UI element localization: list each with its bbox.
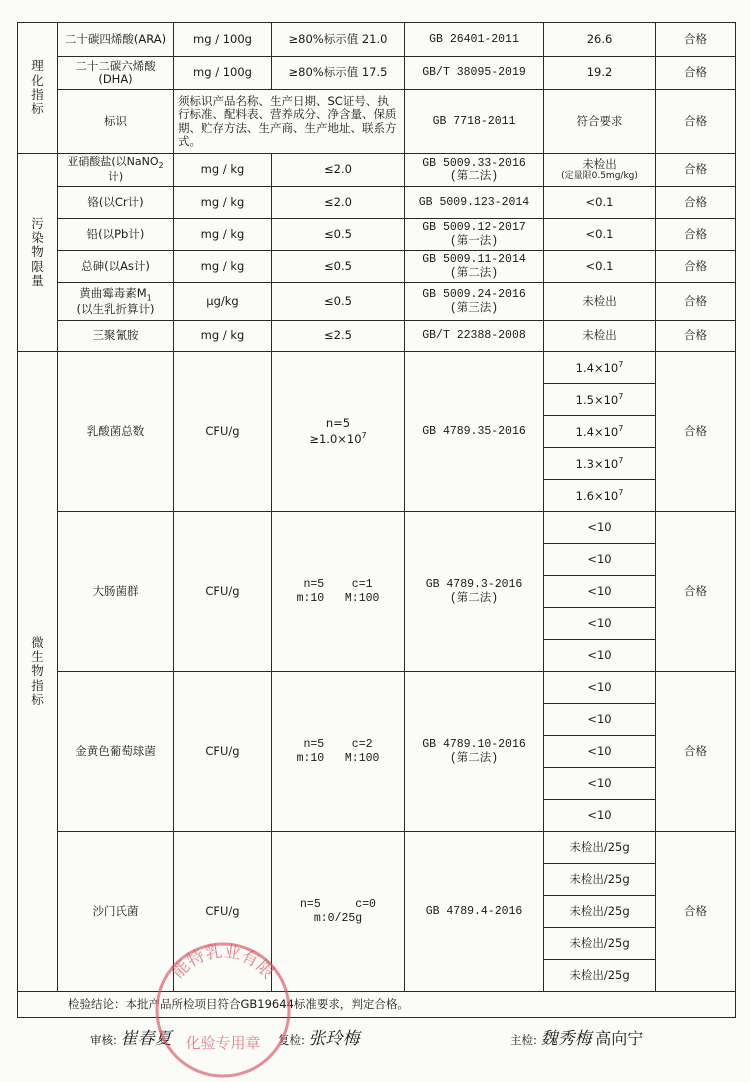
method-cell: GB 5009.12-2017 (第一法) — [405, 219, 544, 251]
method-cell: GB 4789.3-2016 (第二法) — [405, 512, 544, 672]
standard-cell: ≤0.5 — [272, 283, 405, 321]
result-cell: <0.1 — [544, 251, 656, 283]
result-cell: <10 — [544, 672, 656, 704]
method-cell: GB/T 22388-2008 — [405, 321, 544, 352]
judgement-cell: 合格 — [656, 283, 736, 321]
result-cell: 未检出/25g — [544, 960, 656, 992]
result-cell: <10 — [544, 800, 656, 832]
item-melamine: 三聚氰胺 — [58, 321, 174, 352]
judgement-cell: 合格 — [656, 90, 736, 154]
seal-arc-text: 能特乳业有限 — [168, 941, 278, 983]
method-cell: GB 26401-2011 — [405, 23, 544, 57]
judgement-cell: 合格 — [656, 219, 736, 251]
standard-cell: ≤2.5 — [272, 321, 405, 352]
unit-cell: CFU/g — [174, 672, 272, 832]
method-cell: GB 5009.24-2016 (第三法) — [405, 283, 544, 321]
standard-cell: ≤0.5 — [272, 251, 405, 283]
result-cell: 符合要求 — [544, 90, 656, 154]
table-row — [18, 90, 736, 154]
method-cell: GB 4789.4-2016 — [405, 832, 544, 992]
item-as: 总砷(以As计) — [58, 251, 174, 283]
item-staph: 金黄色葡萄球菌 — [58, 672, 174, 832]
table-row — [18, 321, 736, 352]
table-row — [18, 57, 736, 90]
table-row — [18, 832, 736, 864]
method-cell: GB 7718-2011 — [405, 90, 544, 154]
standard-cell: n=5 c=2 m:10 M:100 — [272, 672, 405, 832]
judgement-cell: 合格 — [656, 187, 736, 219]
result-cell: <10 — [544, 640, 656, 672]
item-coliform: 大肠菌群 — [58, 512, 174, 672]
main-tester-name: 高向宁 — [595, 1029, 644, 1048]
item-afm1: 黄曲霉毒素$M_1$ (以生乳折算计) — [58, 283, 174, 321]
judgement-cell: 合格 — [656, 57, 736, 90]
judgement-cell: 合格 — [656, 321, 736, 352]
category-contaminant: 污染物限量 — [18, 154, 58, 352]
category-micro: 微生物指标 — [18, 352, 58, 992]
judgement-cell: 合格 — [656, 352, 736, 512]
result-cell: $1.4\times 10^7$ — [544, 416, 656, 448]
unit-cell: mg / 100g — [174, 23, 272, 57]
standard-cell: ≤2.0 — [272, 154, 405, 187]
item-label: 标识 — [58, 90, 174, 154]
result-cell: $1.4\times 10^7$ — [544, 352, 656, 384]
judgement-cell: 合格 — [656, 832, 736, 992]
category-physchem: 理化指标 — [18, 23, 58, 154]
standard-cell: n=5 c=0 m:0/25g — [272, 832, 405, 992]
method-cell: GB 5009.11-2014 (第二法) — [405, 251, 544, 283]
result-cell: <10 — [544, 768, 656, 800]
main-tester-label: 主检: — [510, 1033, 537, 1047]
item-pb: 铅(以Pb计) — [58, 219, 174, 251]
method-cell: GB 5009.33-2016 (第二法) — [405, 154, 544, 187]
item-salmonella: 沙门氏菌 — [58, 832, 174, 992]
reviewer-signature: 崔春夏 — [120, 1029, 172, 1049]
result-cell: 未检出 (定量限0.5mg/kg) — [544, 154, 656, 187]
judgement-cell: 合格 — [656, 23, 736, 57]
test-conclusion: 检验结论：本批产品所检项目符合GB19644标准要求，判定合格。 — [18, 992, 736, 1018]
method-cell: GB 5009.123-2014 — [405, 187, 544, 219]
standard-cell: n=5 $\ge 1.0\times 10^7$ — [272, 352, 405, 512]
table-row — [18, 251, 736, 283]
table-row — [18, 154, 736, 187]
rechecker-signature: 张玲梅 — [308, 1029, 360, 1049]
item-dha: 二十二碳六烯酸(DHA) — [58, 57, 174, 90]
unit-cell: mg / kg — [174, 321, 272, 352]
unit-cell: CFU/g — [174, 832, 272, 992]
table-row — [18, 219, 736, 251]
result-cell: <0.1 — [544, 219, 656, 251]
result-cell: 未检出 — [544, 321, 656, 352]
table-row — [18, 187, 736, 219]
standard-cell: n=5 c=1 m:10 M:100 — [272, 512, 405, 672]
rechecker-field — [278, 1024, 360, 1049]
unit-cell: CFU/g — [174, 512, 272, 672]
reviewer-label: 审核: — [90, 1033, 117, 1047]
result-cell: <10 — [544, 736, 656, 768]
result-cell: $1.6\times 10^7$ — [544, 480, 656, 512]
unit-cell: CFU/g — [174, 352, 272, 512]
result-cell: 未检出/25g — [544, 832, 656, 864]
main-tester-signature: 魏秀梅 — [540, 1029, 592, 1049]
standard-cell: ≤0.5 — [272, 219, 405, 251]
table-row — [18, 992, 736, 1018]
result-cell: 未检出/25g — [544, 928, 656, 960]
method-cell: GB/T 38095-2019 — [405, 57, 544, 90]
result-cell: 26.6 — [544, 23, 656, 57]
table-row — [18, 672, 736, 704]
result-cell: $1.3\times 10^7$ — [544, 448, 656, 480]
table-row — [18, 23, 736, 57]
item-nitrite: 亚硝酸盐(以NaNO$_2$计) — [58, 154, 174, 187]
method-cell: GB 4789.10-2016 (第二法) — [405, 672, 544, 832]
result-cell: 未检出/25g — [544, 896, 656, 928]
result-cell: <0.1 — [544, 187, 656, 219]
unit-cell: mg / kg — [174, 219, 272, 251]
unit-cell: mg / kg — [174, 154, 272, 187]
result-cell: $1.5\times 10^7$ — [544, 384, 656, 416]
standard-cell: 须标识产品名称、生产日期、SC证号、执行标准、配料表、营养成分、净含量、保质期、贮存方法、生产商、生产地址、联系方式。 — [174, 90, 405, 154]
unit-cell: mg / kg — [174, 251, 272, 283]
judgement-cell: 合格 — [656, 672, 736, 832]
result-cell: 未检出 — [544, 283, 656, 321]
item-ara: 二十碳四烯酸(ARA) — [58, 23, 174, 57]
table-row — [18, 283, 736, 321]
method-cell: GB 4789.35-2016 — [405, 352, 544, 512]
result-cell: <10 — [544, 704, 656, 736]
result-cell: <10 — [544, 608, 656, 640]
test-report-table — [17, 22, 736, 1018]
result-cell: <10 — [544, 512, 656, 544]
unit-cell: mg / kg — [174, 187, 272, 219]
main-tester-field — [510, 1024, 643, 1049]
result-cell: <10 — [544, 576, 656, 608]
unit-cell: mg / 100g — [174, 57, 272, 90]
item-lab: 乳酸菌总数 — [58, 352, 174, 512]
result-cell: 未检出/25g — [544, 864, 656, 896]
standard-cell: ≤2.0 — [272, 187, 405, 219]
standard-cell: ≥80%标示值 21.0 — [272, 23, 405, 57]
judgement-cell: 合格 — [656, 251, 736, 283]
result-cell: <10 — [544, 544, 656, 576]
judgement-cell: 合格 — [656, 512, 736, 672]
table-row — [18, 512, 736, 544]
item-cr: 铬(以Cr计) — [58, 187, 174, 219]
unit-cell: μg/kg — [174, 283, 272, 321]
judgement-cell: 合格 — [656, 154, 736, 187]
standard-cell: ≥80%标示值 17.5 — [272, 57, 405, 90]
reviewer-field — [90, 1024, 172, 1049]
seal-bottom-text: 化验专用章 — [185, 1034, 261, 1052]
result-cell: 19.2 — [544, 57, 656, 90]
rechecker-label: 复检: — [278, 1033, 305, 1047]
table-row — [18, 352, 736, 384]
